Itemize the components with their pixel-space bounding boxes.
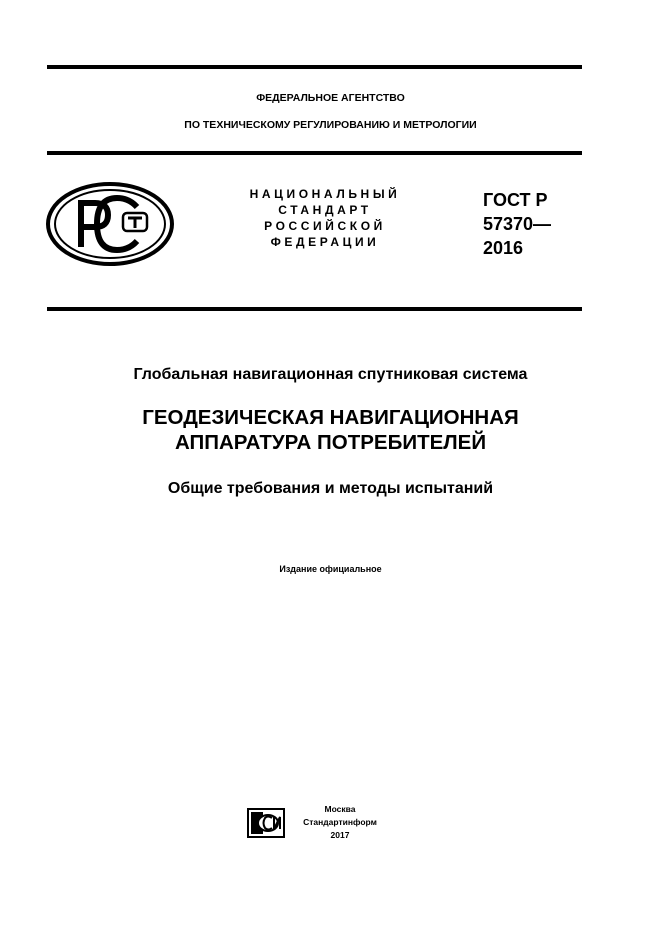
publisher-year: 2017 bbox=[330, 830, 350, 840]
national-line: СТАНДАРТ bbox=[278, 203, 372, 217]
title-line-2: АППАРАТУРА ПОТРЕБИТЕЛЕЙ bbox=[174, 431, 487, 454]
national-line: РОССИЙСКОЙ bbox=[264, 219, 386, 233]
standard-block-rule bbox=[47, 307, 582, 311]
rst-certification-mark-icon bbox=[45, 181, 175, 267]
national-line: ФЕДЕРАЦИИ bbox=[270, 235, 380, 249]
edition-label: Издание официальное bbox=[279, 564, 382, 574]
title-line-1: ГЕОДЕЗИЧЕСКАЯ НАВИГАЦИОННАЯ bbox=[142, 406, 519, 429]
national-line: НАЦИОНАЛЬНЫЙ bbox=[249, 187, 401, 201]
gost-line: 57370— bbox=[483, 214, 552, 234]
agency-line-2: ПО ТЕХНИЧЕСКОМУ РЕГУЛИРОВАНИЮ И МЕТРОЛОГИИ bbox=[184, 119, 477, 131]
gost-line: 2016 bbox=[483, 238, 524, 258]
system-name: Глобальная навигационная спутниковая система bbox=[133, 366, 528, 383]
gost-designation bbox=[483, 188, 551, 260]
document-subtitle: Общие требования и методы испытаний bbox=[167, 480, 494, 497]
standartinform-logo-icon bbox=[247, 808, 285, 838]
publisher-name: Стандартинформ bbox=[303, 817, 377, 827]
gost-line: ГОСТ Р bbox=[483, 190, 548, 210]
agency-line-1: ФЕДЕРАЛЬНОЕ АГЕНТСТВО bbox=[256, 92, 405, 104]
publisher-city: Москва bbox=[324, 804, 356, 814]
document-title bbox=[0, 405, 661, 455]
publisher-info bbox=[295, 803, 385, 842]
top-rule bbox=[47, 65, 582, 69]
national-standard-label bbox=[230, 186, 420, 250]
header-bottom-rule bbox=[47, 151, 582, 155]
